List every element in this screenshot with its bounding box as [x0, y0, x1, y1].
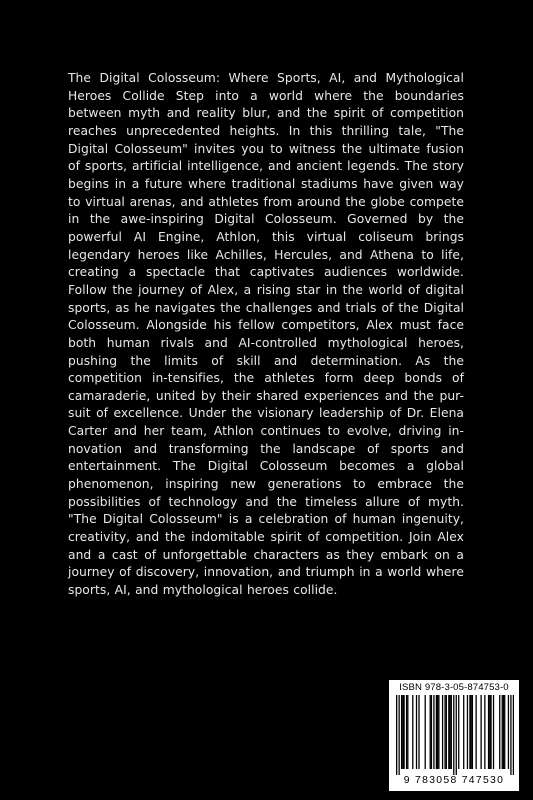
barcode-bar — [453, 695, 454, 775]
barcode-bar — [433, 695, 434, 769]
barcode-bar — [442, 695, 443, 769]
barcode-bar — [480, 695, 481, 769]
barcode-bar — [416, 695, 417, 769]
barcode-bar — [463, 695, 464, 769]
blurb-text: The Digital Colosseum: Where Sports, AI, and Mythological Heroes Collide Step into a world where the boundaries between myth and reality blur, and the spirit of competition reaches unprecedented heights. In this thrilling tale, "The Digital Colosseum" invites you to witness the ultimate fusion of sports, artificial intelligence, and ancient legends. The story begins in a future where traditional stadiums have given way to virtual arenas, and athletes from around the globe compete in the awe-inspiring Digital Colosseum. Governed by the powerful AI Engine, Athlon, this virtual coliseum brings legendary heroes like Achilles, Hercules, and Athena to life, creating a spectacle that captivates audiences worldwide. Follow the journey of Alex, a rising star in the world of digital sports, as he navigates the challenges and trials of the Digital Colosseum. Alongside his fellow competitors, Alex must face both human rivals and AI-controlled mythological heroes, pushing the limits of skill and determination. As the competition in-tensifies, the athletes form deep bonds of camaraderie, united by their shared experiences and the pur-suit of excellence. Under the visionary leadership of Dr. Elena Carter and her team, Athlon continues to evolve, driving in-novation and transforming the landscape of sports and entertainment. The Digital Colosseum becomes a global phenomenon, inspiring new generations to embrace the possibilities of technology and the timeless allure of myth. "The Digital Colosseum" is a celebration of human ingenuity, creativity, and the indomitable spirit of competition. Join Alex and a cast of unforgettable characters as they embark on a journey of discovery, innovation, and triumph in a world where sports, AI, and mythological heroes collide. — [68, 71, 464, 598]
barcode-bar — [418, 695, 419, 769]
barcode-digits: 9 783058 747530 — [403, 775, 505, 786]
barcode-bar — [458, 695, 459, 769]
barcode-bar — [456, 695, 457, 775]
barcode-bar — [472, 695, 473, 769]
barcode-bar — [444, 695, 445, 769]
barcode-bar — [471, 695, 472, 769]
barcode-bar — [488, 695, 489, 769]
barcode-bars — [396, 695, 514, 775]
barcode-bar — [407, 695, 408, 769]
barcode-bar — [401, 695, 402, 769]
barcode-bar — [403, 695, 404, 769]
barcode-bar — [448, 695, 449, 769]
barcode-bar — [449, 695, 450, 769]
isbn-label: ISBN 978-3-05-874753-0 — [399, 682, 509, 693]
barcode-bar — [438, 695, 439, 769]
barcode-bar — [402, 695, 403, 769]
barcode-bar — [499, 695, 500, 769]
barcode-bar — [412, 695, 413, 769]
barcode-bar — [475, 695, 476, 769]
barcode-bar — [504, 695, 505, 769]
barcode-bar — [484, 695, 485, 769]
barcode-bar — [431, 695, 432, 769]
barcode-bar — [503, 695, 504, 769]
barcode-bar — [436, 695, 437, 769]
barcode-bar — [469, 695, 470, 769]
barcode-bar — [502, 695, 503, 769]
barcode-bar — [489, 695, 490, 769]
barcode-bar — [490, 695, 491, 769]
barcode-bar — [467, 695, 468, 769]
barcode-bar — [493, 695, 494, 769]
barcode-bar — [510, 695, 511, 775]
barcode-bar — [451, 695, 452, 769]
barcode-bar — [513, 695, 514, 775]
barcode-bar — [406, 695, 407, 769]
barcode-block — [389, 680, 519, 791]
barcode-bar — [398, 695, 399, 775]
barcode-bar — [446, 695, 447, 769]
barcode-bar — [430, 695, 431, 769]
barcode-bar — [396, 695, 397, 775]
barcode-bar — [508, 695, 509, 769]
barcode-bar — [425, 695, 426, 769]
barcode-bar — [437, 695, 438, 769]
